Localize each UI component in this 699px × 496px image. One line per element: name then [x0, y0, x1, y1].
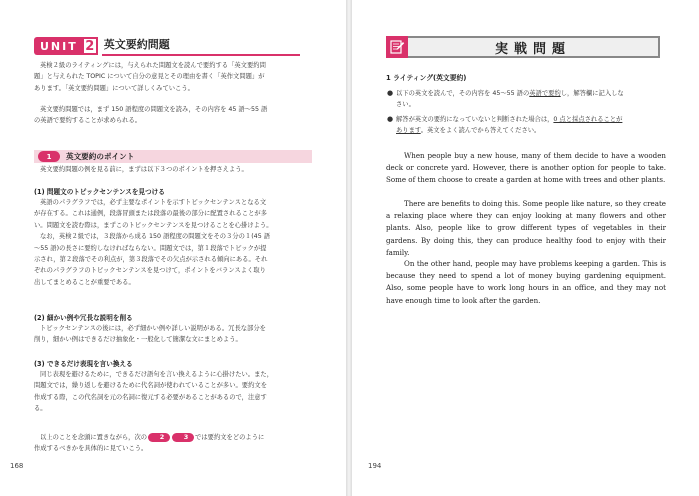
body-line: ぞれのパラグラフのトピックセンテンスを見つけて，ポイントをバランスよく取り [34, 267, 266, 275]
intro-line: 題」と与えられた TOPIC について自分の意見とその理由を書く「英作文問題」が [34, 73, 265, 81]
closing-suffix: では要約文をどのように [195, 434, 265, 441]
closing-line: 作成するべきかを具体的に見ていこう。 [34, 445, 148, 453]
instruction-text: 。英文をよく読んでから答えてください。 [420, 127, 541, 135]
subsection-3-body [34, 369, 312, 415]
body-line: 削り，細かい例はできるだけ抽象化・一般化して簡潔な文にまとめよう。 [34, 336, 242, 344]
body-line: い。問題文を読む際は，まずこのトピックセンテンスを見つけることを心掛けよう。 [34, 221, 273, 229]
right-page [352, 0, 699, 496]
body-line: 同じ表現を避けるために，できるだけ語句を言い換えるように心掛けたい。また， [40, 371, 273, 378]
instruction-line [396, 114, 668, 125]
unit-number: 2 [82, 37, 98, 55]
passage-paragraph-2: There are benefits to doing this. Some people like nature, so they create a relaxing place where they can enjoy looking at many flowers and other plants. Also, people like to grow different types of vegetables in their gardens. By doing this, they can produce healthy food to enjoy with their family. [386, 199, 666, 257]
section-header [34, 150, 312, 163]
instruction-line [396, 88, 668, 99]
left-page [0, 0, 346, 496]
unit-label: UNIT [34, 37, 82, 55]
instruction-line: さい。 [396, 101, 415, 109]
subheading-2: (2) 細かい例や冗長な説明を削る [34, 314, 133, 322]
subsection-1-body [34, 197, 312, 288]
closing-paragraph [34, 432, 312, 455]
unit-pill-2: 2 [148, 433, 170, 442]
page-number: 194 [368, 462, 382, 470]
bullet-icon: ● [387, 115, 394, 123]
exam-banner [386, 36, 660, 58]
section-intro-line: 英文要約問題の例を見る前に，まずは以下３つのポイントを押さえよう。 [40, 166, 248, 173]
passage-paragraph-3: On the other hand, people may have problems keeping a garden. This is because they need to spend a lot of money buying gardening equipment. Also, some people have to work long hours in an office, and they may not have enough time to look after the garden. [386, 259, 666, 305]
instruction-bullet-2 [386, 114, 668, 137]
exam-title: 実戦問題 [408, 36, 660, 58]
instruction-text: し，解答欄に記入しな [560, 90, 624, 97]
bullet-icon: ● [387, 89, 394, 97]
body-line: が存在する。これは通例，段落冒頭または段落の最後の部分に配置されることが多 [34, 210, 267, 218]
subheading-1: (1) 問題文のトピックセンテンスを見つける [34, 188, 165, 196]
question-subheading: 1 ライティング(英文要約) [386, 74, 467, 82]
body-line: る。 [34, 405, 47, 413]
passage-paragraph-1: When people buy a new house, many of them decide to have a wooden deck or concrete yard. However, there is another option for people to take. Some of them choose to create a garden at home with trees and other plants. [386, 151, 666, 185]
unit-pill-3: 3 [172, 433, 194, 442]
section-number: 1 [38, 151, 60, 162]
instruction-line [396, 125, 668, 136]
body-line: 〜55 語)の長さに要約しなければならない。問題文では，第１段落でトピックが提 [34, 244, 267, 252]
body-line: 示され，第２段落でその利点が，第３段落でその欠点が示される傾向にある。それ [34, 256, 268, 264]
instruction-text: 以下の英文を読んで，その内容を 45〜55 語の [396, 90, 530, 97]
unit-title: 英文要約問題 [102, 36, 300, 56]
instruction-underlined: 英語で要約 [529, 90, 561, 97]
section-title: 英文要約のポイント [66, 152, 135, 161]
second-paragraph [34, 104, 312, 127]
instruction-underlined: あります [396, 127, 421, 135]
intro-line: あります。「英文要約問題」について詳しくみていこう。 [34, 84, 194, 92]
unit-banner [34, 36, 300, 56]
page-number: 168 [10, 462, 24, 470]
closing-prefix: 以上のことを念頭に置きながら，次の [40, 434, 148, 441]
intro-line: 英検２級のライティングには，与えられた問題文を読んで要約する「英文要約問 [40, 62, 266, 69]
instruction-bullet-1 [386, 88, 668, 111]
instruction-text: 解答が英文の要約になっていないと判断された場合は， [396, 116, 554, 123]
body-line: トピックセンテンスの後には，必ず細かい例や詳しい説明がある。冗長な部分を [40, 325, 266, 332]
closing-line [34, 432, 312, 443]
para-line: 英文要約問題では，まず 150 語程度の問題文を読み，その内容を 45 語〜55 語 [40, 106, 268, 113]
body-line: なお，英検２級では，３段落から成る 150 語程度の問題文をその３分の１(45 語 [40, 233, 270, 241]
para-line: の英語で要約することが求められる。 [34, 117, 142, 125]
section-intro [34, 164, 312, 175]
body-line: 英語のパラグラフでは，必ず主要なポイントを示すトピックセンテンスとなる文 [40, 199, 267, 206]
body-line: 作成する際，この代名詞を元の名詞に復元する必要があることがあるので，注意す [34, 393, 267, 401]
body-line: 出してまとめることが重要である。 [34, 278, 135, 286]
subsection-2-body [34, 323, 312, 346]
pencil-icon [386, 36, 408, 58]
subheading-3: (3) できるだけ表現を言い換える [34, 360, 133, 368]
intro-paragraph [34, 60, 312, 94]
instruction-underlined: 0 点と採点されることが [553, 116, 623, 123]
body-line: 問題文では，繰り返しを避けるために代名詞が使われていることが多い。要約文を [34, 382, 267, 390]
